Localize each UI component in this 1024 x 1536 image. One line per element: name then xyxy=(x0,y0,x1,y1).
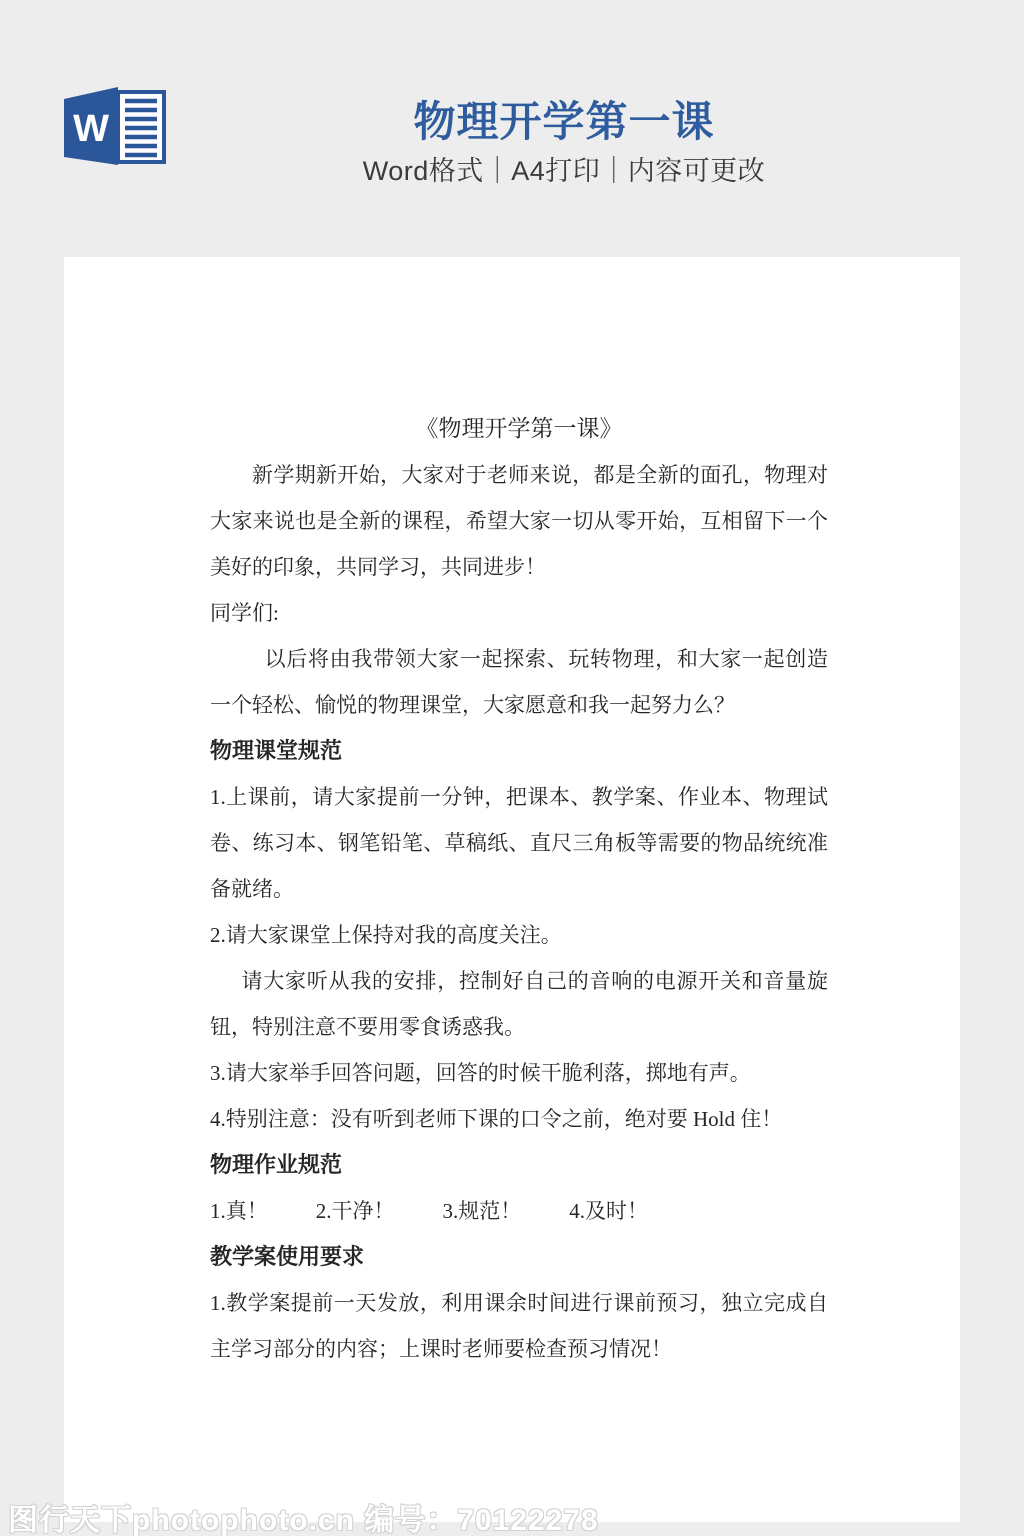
document-page xyxy=(64,257,960,1522)
doc-paragraph: 请大家听从我的安排，控制好自己的音响的电源开关和音量旋钮，特别注意不要用零食诱惑我。 xyxy=(210,969,828,1039)
doc-paragraph: 以后将由我带领大家一起探索、玩转物理，和大家一起创造一个轻松、愉悦的物理课堂，大家愿意和我一起努力么？ xyxy=(210,647,828,717)
homework-rule-item: 1.真！ xyxy=(210,1199,268,1223)
doc-paragraph: 同学们: xyxy=(210,601,279,625)
template-subtitle: Word格式｜A4打印｜内容可更改 xyxy=(362,156,766,187)
doc-title: 《物理开学第一课》 xyxy=(415,416,623,441)
document-content xyxy=(64,257,960,1372)
section-heading: 物理作业规范 xyxy=(210,1152,343,1177)
document-body xyxy=(210,452,828,1372)
doc-paragraph: 1.教学案提前一天发放，利用课余时间进行课前预习，独立完成自主学习部分的内容；上课时老师要检查预习情况！ xyxy=(210,1291,828,1361)
template-title: 物理开学第一课 xyxy=(413,98,715,145)
doc-paragraph: 新学期新开始，大家对于老师来说，都是全新的面孔，物理对大家来说也是全新的课程，希望大家一切从零开始，互相留下一个美好的印象，共同学习，共同进步！ xyxy=(210,463,828,579)
watermark-text: 图行天下photophoto.cn 编号：70122278 xyxy=(8,1504,599,1536)
homework-rule-item: 4.及时！ xyxy=(569,1199,648,1223)
svg-text:W: W xyxy=(73,108,109,150)
doc-paragraph: 2.请大家课堂上保持对我的高度关注。 xyxy=(210,923,562,947)
homework-rule-item: 3.规范！ xyxy=(442,1199,522,1223)
homework-rule-item: 2.干净！ xyxy=(315,1199,395,1223)
homework-rules-row xyxy=(210,1188,828,1234)
header-text-block xyxy=(168,98,960,188)
section-heading: 物理课堂规范 xyxy=(210,738,343,763)
doc-paragraph: 3.请大家举手回答问题，回答的时候干脆利落，掷地有声。 xyxy=(210,1061,751,1085)
section-heading: 教学案使用要求 xyxy=(210,1244,365,1269)
doc-paragraph: 1.上课前，请大家提前一分钟，把课本、教学案、作业本、物理试卷、练习本、钢笔铅笔、草稿纸、直尺三角板等需要的物品统统准备就绪。 xyxy=(210,785,828,901)
doc-paragraph: 4.特别注意：没有听到老师下课的口令之前，绝对要 Hold 住！ xyxy=(210,1107,783,1131)
word-logo-icon xyxy=(64,84,168,172)
